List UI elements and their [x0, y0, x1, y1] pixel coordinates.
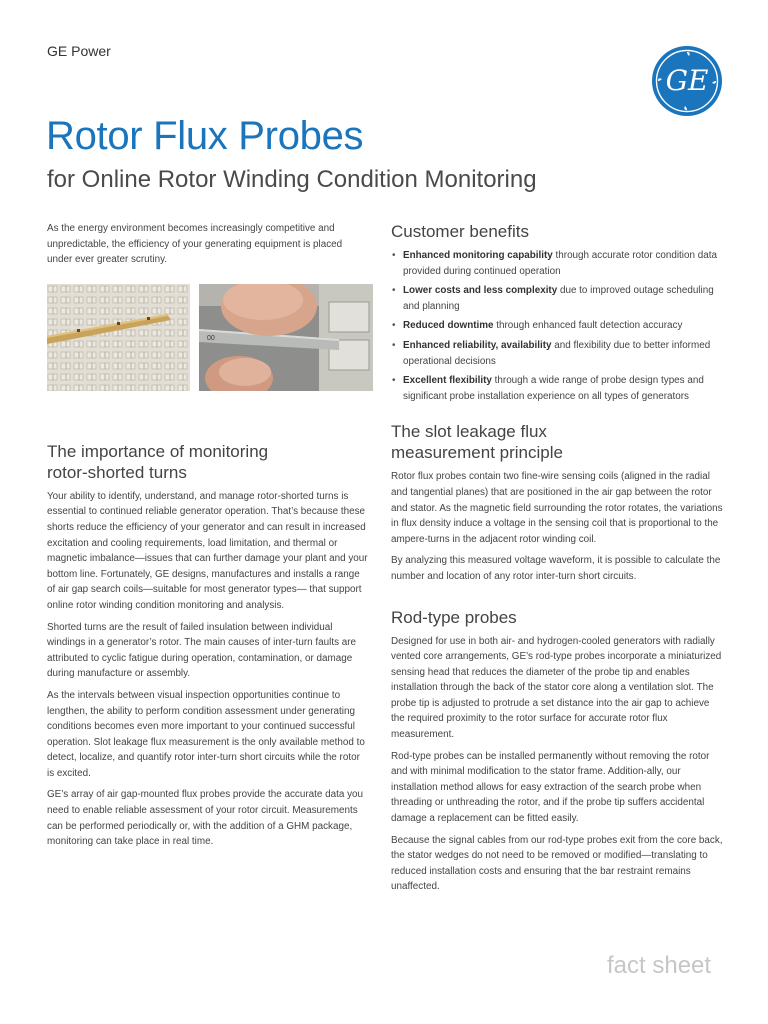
rod-paragraph: Designed for use in both air- and hydrogen-cooled generators with radially vented core arrangements, GE’s rod-type probes incorporate a miniaturized sensing head that reduces the diameter of the probe tip and enables installation through the back of the stator core along a ventilation slot. The probe tip is adjusted to protrude a set distance into the air gap to achieve the required proximity to the rotor surface for accurate rotor flux measurement.	[391, 635, 722, 741]
benefit-item: • Reduced downtime through enhanced fault detection accuracy	[391, 318, 723, 334]
rod-heading: Rod-type probes	[391, 607, 517, 627]
importance-heading	[47, 441, 369, 483]
benefit-item: • Excellent flexibility through a wide range of probe design types and significant probe installation experience on all types of generators	[391, 373, 723, 404]
page-subtitle: for Online Rotor Winding Condition Monitoring	[47, 166, 537, 193]
benefit-item: • Enhanced reliability, availability and flexibility due to better informed operational decisions	[391, 338, 723, 369]
principle-heading	[391, 421, 723, 463]
rod-paragraph: Because the signal cables from our rod-type probes exit from the core back, the stator wedges do not need to be removed or modified—translating to reduced installation costs and ensuring that the bar restraint remains unaffected.	[391, 834, 723, 893]
intro-text: As the energy environment becomes increasingly competitive and unpredictable, the efficiency of your generating equipment is placed under ever greater scrutiny.	[47, 223, 343, 266]
principle-heading-line1: The slot leakage flux	[391, 422, 547, 442]
benefits-heading: Customer benefits	[391, 222, 529, 241]
principle-paragraph: By analyzing this measured voltage waveform, it is possible to calculate the number and location of any rotor inter-turn short circuits.	[391, 555, 721, 582]
importance-paragraph: GE’s array of air gap-mounted flux probes provide the accurate data you need to enable reliable assessment of your rotor circuit. Measurements can be performed periodically or, with the addition of a GHM package, monitoring can take place in real time.	[47, 789, 363, 848]
page-title: Rotor Flux Probes	[46, 114, 364, 158]
principle-heading-line2: measurement principle	[391, 443, 563, 463]
rod-paragraph: Rod-type probes can be installed permanently without removing the rotor and with minimal modification to the stator frame. Addition-ally, our installation method allows for easy extraction of the search probe when threading or unthreading the rotor, and if the probe tip suffers accidental damage a replacement can be fitted easily.	[391, 750, 710, 825]
importance-paragraph: Shorted turns are the result of failed insulation between individual windings in a generator’s rotor. The main causes of inter-turn faults are attributed to cyclic fatigue during operation, contamination, or damage during manufacture or assembly.	[47, 621, 357, 680]
benefit-item: • Lower costs and less complexity due to improved outage scheduling and planning	[391, 283, 723, 314]
svg-text:GE: GE	[665, 64, 709, 97]
benefits-list	[391, 248, 723, 404]
importance-paragraph: Your ability to identify, understand, and manage rotor-shorted turns is essential to continued reliable generator operation. That’s because these shorts reduce the efficiency of your generator and can result in increased excitation and cooling requirements, load limitation, and thermal or magnetic imbalance—issues that can further damage your plant and your bottom line. Fortunately, GE designs, manufactures and installs a range of air gap search coils—suitable for most generator types— that support online rotor winding condition monitoring and analysis.	[47, 490, 368, 611]
ge-logo	[651, 45, 723, 117]
importance-paragraph: As the intervals between visual inspection opportunities continue to lengthen, the ability to perform condition assessment under generating conditions becomes even more important to your continued successful operation. Slot leakage flux measurement is the only available method to detect, localize, and quantify rotor inter-turn short circuits while the rotor is excited.	[47, 689, 365, 779]
svg-text:00: 00	[207, 335, 215, 342]
importance-heading-line2: rotor-shorted turns	[47, 462, 187, 482]
fact-sheet-label: fact sheet	[607, 952, 712, 979]
left-column	[47, 221, 369, 856]
benefit-item: • Enhanced monitoring capability through accurate rotor condition data provided during continued operation	[391, 248, 723, 279]
brand-name: GE Power	[47, 43, 111, 59]
right-column	[391, 221, 723, 901]
importance-heading-line1: The importance of monitoring	[47, 441, 269, 461]
principle-paragraph: Rotor flux probes contain two fine-wire sensing coils (aligned in the radial and tangential planes) that are positioned in the air gap between the rotor and stator. As the magnetic field surrounding the rotor rotates, the variations in flux density induce a voltage in the sensing coil that is proportional to the ampere-turns in the adjacent rotor winding coil.	[391, 471, 723, 545]
